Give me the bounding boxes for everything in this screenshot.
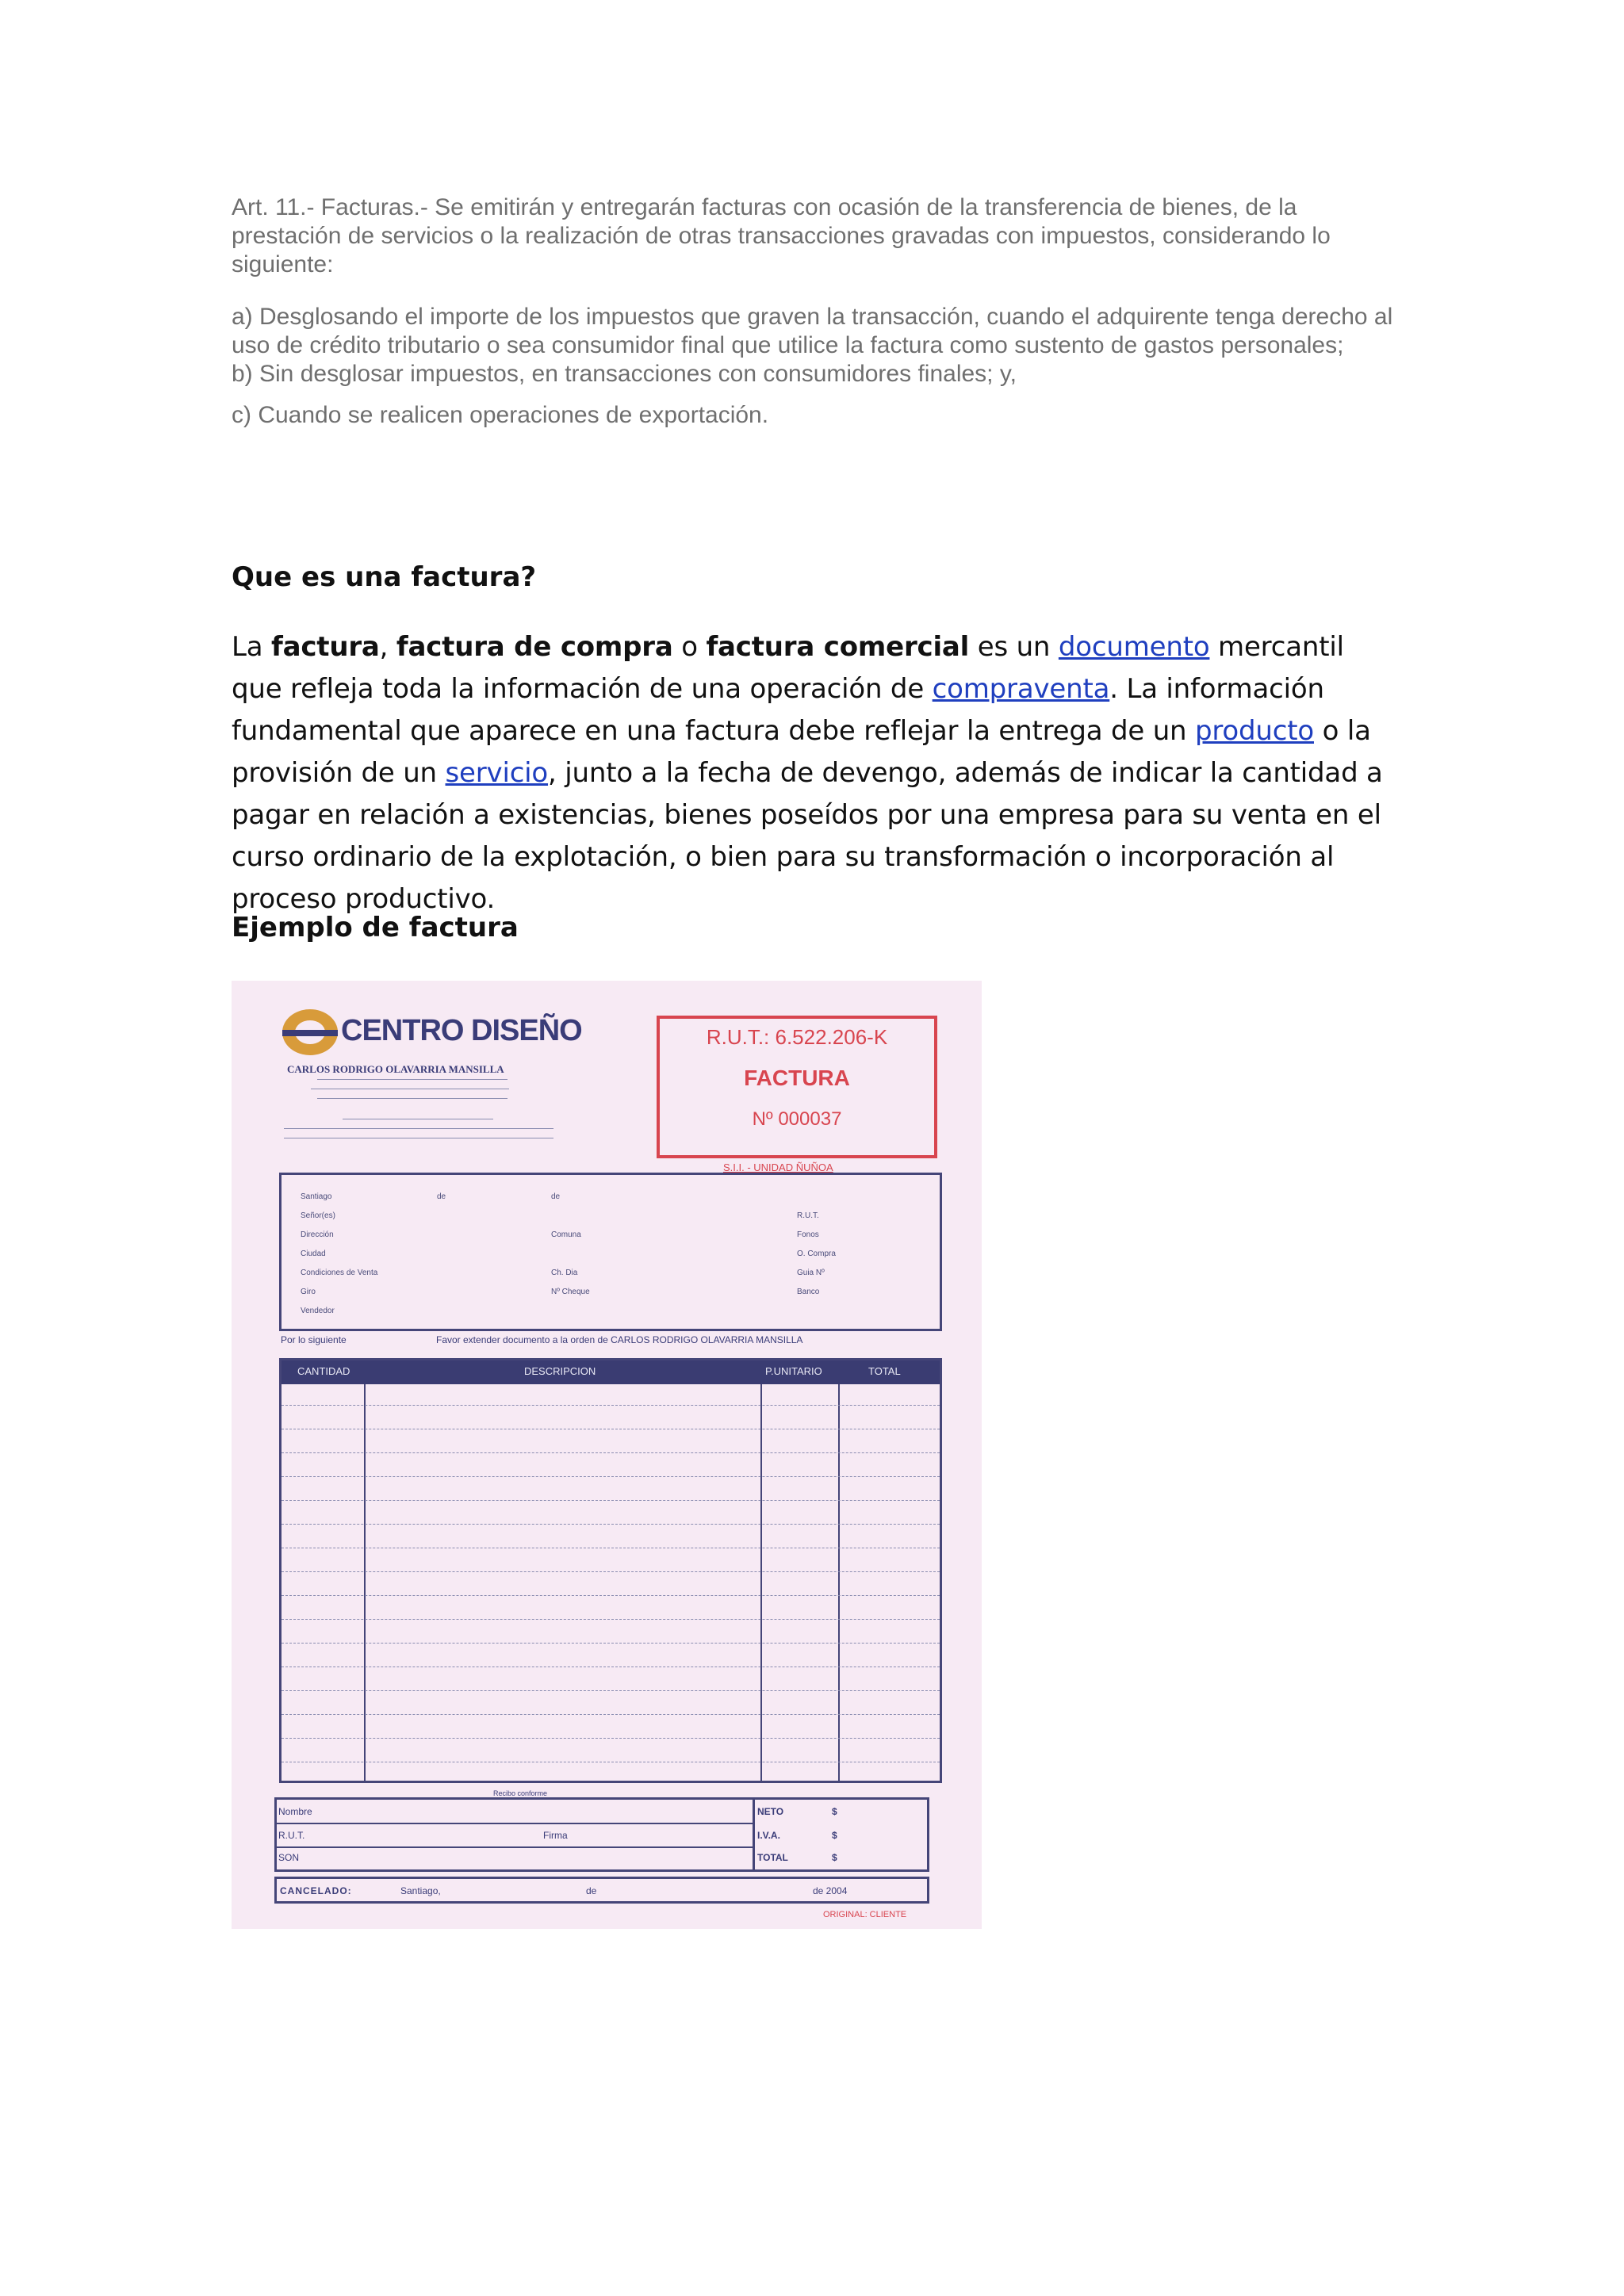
text-run: . La información fundamental que aparece en una factura debe reflejar la entrega de un	[232, 673, 1324, 747]
totals-line	[277, 1846, 753, 1848]
company-subline	[317, 1079, 508, 1084]
column-divider	[838, 1384, 840, 1781]
totals-box	[274, 1797, 929, 1872]
field-label: de	[437, 1192, 446, 1201]
article-intro: Art. 11.- Facturas.- Se emitirán y entregarán facturas con ocasión de la transferencia de bienes, de la prestación de servicios o la realización de otras transacciones gravadas con impuestos, considerando lo siguiente:	[232, 194, 1331, 277]
invoice-rut: R.U.T.: 6.522.206-K	[706, 1025, 888, 1049]
totals-label: Nombre	[278, 1806, 312, 1817]
bold-term: factura comercial	[706, 631, 970, 663]
company-address-line	[284, 1128, 553, 1133]
field-label: Ciudad	[301, 1249, 326, 1258]
col-total: TOTAL	[868, 1365, 901, 1377]
totals-label: R.U.T.	[278, 1830, 305, 1841]
totals-divider	[753, 1800, 755, 1869]
invoice-logo-text: CENTRO DISEÑO	[341, 1014, 582, 1047]
totals-label: NETO	[757, 1806, 784, 1817]
article-item-b: b) Sin desglosar impuestos, en transacciones con consumidores finales; y,	[232, 361, 1017, 387]
field-label: Santiago	[301, 1192, 332, 1201]
invoice-sii: S.I.I. - UNIDAD ÑUÑOA	[723, 1161, 833, 1173]
table-ruling-line	[282, 1595, 940, 1596]
col-punitario: P.UNITARIO	[765, 1365, 822, 1377]
table-ruling-line	[282, 1405, 940, 1406]
company-subline	[311, 1089, 509, 1093]
field-label: Comuna	[551, 1230, 581, 1239]
field-label: Giro	[301, 1288, 316, 1296]
field-label: O. Compra	[797, 1249, 836, 1258]
field-label: Vendedor	[301, 1307, 335, 1315]
col-descripcion: DESCRIPCION	[524, 1365, 596, 1377]
cancelado-label: CANCELADO:	[280, 1885, 352, 1896]
section-heading-que-es: Que es una factura?	[232, 561, 537, 593]
field-label: Ch. Dia	[551, 1269, 578, 1277]
invoice-image	[232, 981, 982, 1929]
field-label: Dirección	[301, 1230, 334, 1239]
totals-label: TOTAL	[757, 1852, 788, 1863]
field-label: Nº Cheque	[551, 1288, 590, 1296]
table-ruling-line	[282, 1452, 940, 1453]
invoice-type: FACTURA	[744, 1066, 850, 1090]
company-address-line	[284, 1138, 553, 1142]
totals-label: SON	[278, 1852, 300, 1863]
section-heading-ejemplo: Ejemplo de factura	[232, 912, 519, 943]
currency-symbol: $	[832, 1852, 837, 1863]
table-ruling-line	[282, 1690, 940, 1691]
table-ruling-line	[282, 1643, 940, 1644]
text-run: o	[672, 631, 707, 663]
recibo-conforme: Recibo conforme	[493, 1789, 548, 1797]
rut-box	[657, 1016, 937, 1158]
field-label: de	[551, 1192, 561, 1201]
text-run: es un	[969, 631, 1059, 663]
currency-symbol: $	[832, 1806, 837, 1817]
invoice-number: Nº 000037	[752, 1108, 842, 1130]
table-ruling-line	[282, 1524, 940, 1525]
text-run: mercantil que refleja toda la información de una operación de	[232, 631, 1344, 705]
cancelado-year: de 2004	[813, 1885, 848, 1896]
favor-text: Favor extender documento a la orden de CARLOS RODRIGO OLAVARRIA MANSILLA	[436, 1334, 803, 1345]
bold-term: factura	[271, 631, 380, 663]
items-table	[279, 1358, 942, 1783]
totals-label: I.V.A.	[757, 1830, 780, 1841]
link-producto[interactable]: producto	[1195, 715, 1314, 747]
company-address-line	[343, 1119, 493, 1123]
invoice-company: CARLOS RODRIGO OLAVARRIA MANSILLA	[287, 1063, 504, 1075]
bold-term: factura de compra	[396, 631, 673, 663]
por-lo-siguiente: Por lo siguiente	[281, 1334, 347, 1345]
text-run: ,	[379, 631, 396, 663]
cancelado-de: de	[586, 1885, 597, 1896]
table-ruling-line	[282, 1571, 940, 1572]
logo-bar-icon	[282, 1030, 338, 1036]
currency-symbol: $	[832, 1830, 837, 1841]
text-run: o la provisión de un	[232, 715, 1371, 789]
table-ruling-line	[282, 1476, 940, 1477]
cancelado-box	[274, 1877, 929, 1904]
link-compraventa[interactable]: compraventa	[932, 673, 1110, 705]
article-item-c: c) Cuando se realicen operaciones de exportación.	[232, 402, 769, 428]
col-cantidad: CANTIDAD	[297, 1365, 350, 1377]
company-subline	[317, 1098, 508, 1103]
field-label: Banco	[797, 1288, 820, 1296]
totals-line	[277, 1823, 753, 1824]
table-ruling-line	[282, 1619, 940, 1620]
original-cliente: ORIGINAL: CLIENTE	[823, 1910, 907, 1919]
article-item-a: a) Desglosando el importe de los impuestos que graven la transacción, cuando el adquirente tenga derecho al uso de crédito tributario o sea consumidor final que utilice la factura como sustento de gastos personales;	[232, 304, 1393, 358]
customer-fields-box	[279, 1173, 942, 1331]
text-run: , junto a la fecha de devengo, además de indicar la cantidad a pagar en relación a existencias, bienes poseídos por una empresa para su venta en el curso ordinario de la explotación, o bien para su transformación o incorporación al proceso productivo.	[232, 757, 1383, 915]
table-ruling-line	[282, 1738, 940, 1739]
field-label: Fonos	[797, 1230, 819, 1239]
field-label: Condiciones de Venta	[301, 1269, 378, 1277]
column-divider	[760, 1384, 762, 1781]
table-ruling-line	[282, 1714, 940, 1715]
article-11	[232, 193, 1397, 430]
column-divider	[364, 1384, 366, 1781]
items-table-header	[282, 1360, 940, 1384]
totals-label: Firma	[543, 1830, 568, 1841]
cancelado-city: Santiago,	[400, 1885, 441, 1896]
field-label: Señor(es)	[301, 1211, 335, 1220]
text-run: La	[232, 631, 271, 663]
field-label: R.U.T.	[797, 1211, 819, 1220]
table-ruling-line	[282, 1500, 940, 1501]
link-servicio[interactable]: servicio	[445, 757, 549, 789]
link-documento[interactable]: documento	[1058, 631, 1210, 663]
field-label: Guia Nº	[797, 1269, 825, 1277]
definition-paragraph	[232, 626, 1397, 920]
